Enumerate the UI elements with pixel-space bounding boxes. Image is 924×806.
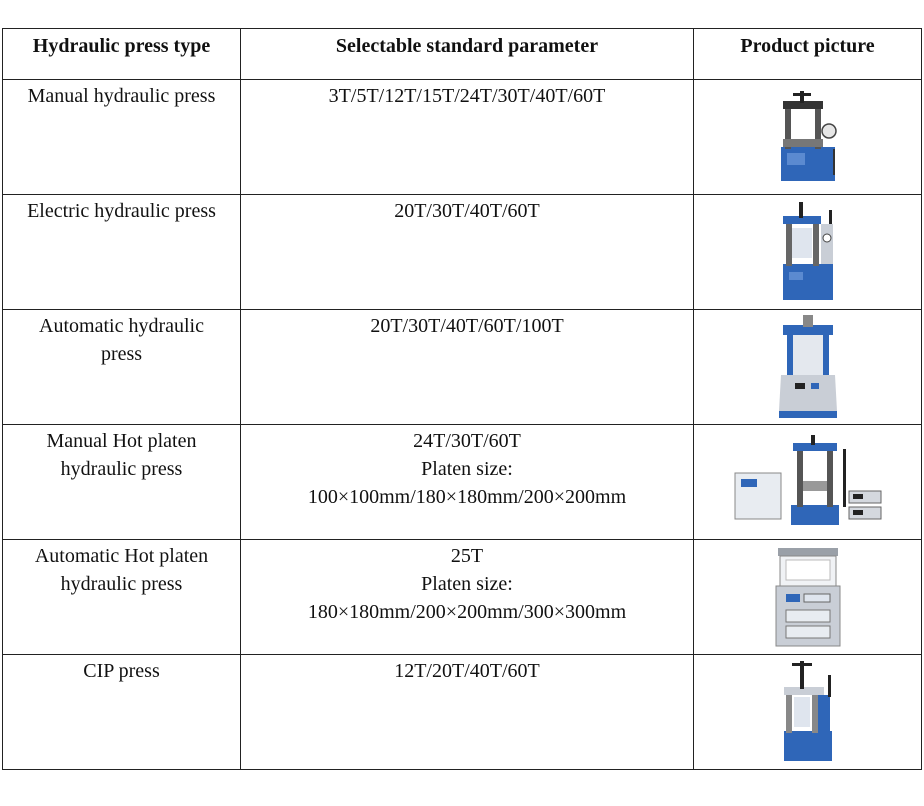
automatic-hot-platen-press-image xyxy=(772,546,844,648)
param-cell xyxy=(241,655,694,770)
table-row xyxy=(3,425,922,540)
param-line: 20T/30T/40T/60T xyxy=(394,200,540,222)
press-type-cell: Electric hydraulic press xyxy=(3,195,241,310)
param-line: Platen size: xyxy=(421,573,513,595)
param-line: Platen size: xyxy=(421,458,513,480)
picture-cell xyxy=(694,540,922,655)
table-row xyxy=(3,655,922,770)
press-type-cell: Manual Hot platen hydraulic press xyxy=(3,425,241,540)
param-cell xyxy=(241,540,694,655)
table-row xyxy=(3,80,922,195)
header-row xyxy=(3,29,922,80)
press-table xyxy=(2,28,922,770)
param-line: 20T/30T/40T/60T/100T xyxy=(370,315,564,337)
table-row xyxy=(3,540,922,655)
picture-cell xyxy=(694,425,922,540)
press-type-cell: CIP press xyxy=(3,655,241,770)
picture-cell xyxy=(694,80,922,195)
manual-hydraulic-press-image xyxy=(773,91,843,183)
header-picture: Product picture xyxy=(694,29,922,80)
electric-hydraulic-press-image xyxy=(779,202,837,302)
table-row xyxy=(3,195,922,310)
param-cell xyxy=(241,80,694,195)
param-cell xyxy=(241,195,694,310)
header-param: Selectable standard parameter xyxy=(241,29,694,80)
press-type-cell: Automatic hydraulic press xyxy=(3,310,241,425)
picture-cell xyxy=(694,195,922,310)
param-line: 12T/20T/40T/60T xyxy=(394,660,540,682)
param-cell xyxy=(241,425,694,540)
header-type: Hydraulic press type xyxy=(3,29,241,80)
cip-press-image xyxy=(778,661,838,763)
param-line: 3T/5T/12T/15T/24T/30T/40T/60T xyxy=(328,85,606,107)
press-type-cell: Automatic Hot platen hydraulic press xyxy=(3,540,241,655)
param-line: 180×180mm/200×200mm/300×300mm xyxy=(307,601,627,623)
manual-hot-platen-press-image xyxy=(733,435,883,529)
press-type-cell: Manual hydraulic press xyxy=(3,80,241,195)
param-cell xyxy=(241,310,694,425)
picture-cell xyxy=(694,655,922,770)
param-line: 25T xyxy=(450,545,484,567)
table-row xyxy=(3,310,922,425)
picture-cell xyxy=(694,310,922,425)
param-line: 24T/30T/60T xyxy=(413,430,521,452)
param-line: 100×100mm/180×180mm/200×200mm xyxy=(307,486,627,508)
automatic-hydraulic-press-image xyxy=(777,315,839,419)
